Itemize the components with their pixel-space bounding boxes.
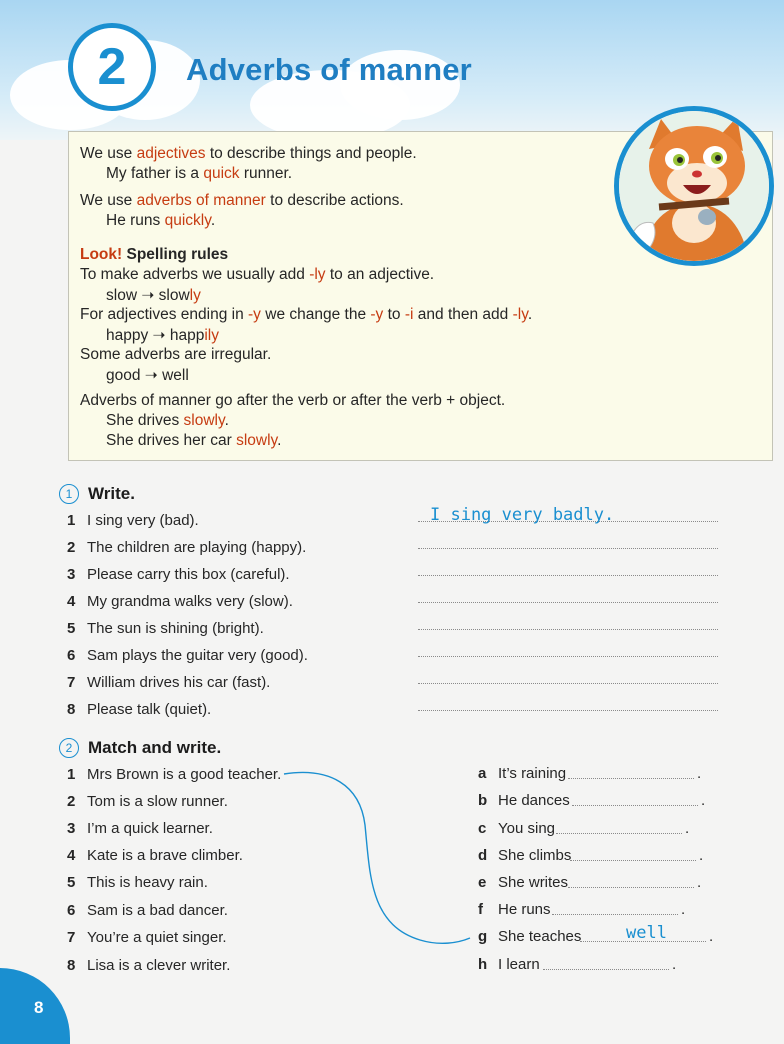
grammar-example: slow ➝ slowly — [106, 287, 201, 304]
grammar-line: Adverbs of manner go after the verb or after the verb + object. — [80, 392, 506, 409]
exercise-1-item: 4 My grandma walks very (slow). — [67, 593, 293, 610]
exercise-number-badge: 2 — [59, 738, 79, 758]
match-right-item: g She teaches — [478, 928, 582, 945]
match-left-item: 1 Mrs Brown is a good teacher. — [67, 766, 282, 783]
exercise-title: Match and write. — [88, 738, 222, 757]
page-number-tab — [0, 968, 70, 1044]
match-right-item: c You sing — [478, 820, 555, 837]
exercise-2-heading — [59, 738, 221, 758]
answer-line[interactable] — [543, 969, 669, 970]
match-right-item: f He runs — [478, 901, 551, 918]
period: . — [685, 820, 690, 837]
page-number: 8 — [34, 998, 44, 1017]
match-left-item: 8 Lisa is a clever writer. — [67, 957, 231, 974]
answer-line[interactable] — [552, 914, 678, 915]
grammar-example: He runs quickly. — [106, 212, 216, 229]
grammar-example: happy ➝ happily — [106, 327, 219, 344]
answer-line[interactable] — [418, 602, 718, 603]
cat-icon — [619, 111, 769, 261]
unit-number: 2 — [97, 38, 127, 96]
period: . — [699, 847, 704, 864]
arrow-icon: ➝ — [152, 327, 166, 344]
period: . — [709, 928, 714, 945]
match-left-item: 5 This is heavy rain. — [67, 874, 208, 891]
match-left-item: 3 I’m a quick learner. — [67, 820, 213, 837]
match-right-item: e She writes — [478, 874, 569, 891]
match-right-item: h I learn — [478, 956, 540, 973]
exercise-number-badge: 1 — [59, 484, 79, 504]
grammar-example: She drives her car slowly. — [106, 432, 282, 449]
match-left-item: 4 Kate is a brave climber. — [67, 847, 243, 864]
grammar-line: Some adverbs are irregular. — [80, 346, 272, 363]
match-right-item: d She climbs — [478, 847, 572, 864]
grammar-line: To make adverbs we usually add -ly to an adjective. — [80, 266, 435, 283]
cat-mascot-illustration — [614, 106, 774, 266]
unit-number-badge — [68, 23, 156, 111]
grammar-line: For adjectives ending in -y we change the -y to -i and then add -ly. — [80, 306, 533, 323]
period: . — [672, 956, 677, 973]
answer-line[interactable] — [418, 683, 718, 684]
match-right-item: b He dances — [478, 792, 570, 809]
grammar-example: She drives slowly. — [106, 412, 229, 429]
exercise-1-heading — [59, 484, 135, 504]
answer-line[interactable] — [418, 656, 718, 657]
grammar-example: good ➝ well — [106, 367, 189, 384]
handwritten-answer: well — [626, 923, 667, 943]
exercise-1-item: 8 Please talk (quiet). — [67, 701, 212, 718]
arrow-icon: ➝ — [144, 367, 158, 384]
answer-line[interactable] — [556, 833, 682, 834]
answer-line[interactable] — [418, 575, 718, 576]
period: . — [697, 874, 702, 891]
grammar-example: My father is a quick runner. — [106, 165, 293, 182]
exercise-1-item: 7 William drives his car (fast). — [67, 674, 271, 691]
handwritten-answer: I sing very badly. — [430, 505, 615, 525]
exercise-1-item: 6 Sam plays the guitar very (good). — [67, 647, 308, 664]
answer-line[interactable] — [568, 887, 694, 888]
matching-connector-line — [270, 765, 480, 955]
grammar-line: We use adverbs of manner to describe actions. — [80, 192, 404, 209]
period: . — [701, 792, 706, 809]
answer-line[interactable] — [418, 710, 718, 711]
answer-line[interactable] — [570, 860, 696, 861]
page-title: Adverbs of manner — [186, 52, 472, 87]
exercise-1-item: 3 Please carry this box (careful). — [67, 566, 290, 583]
exercise-1-item: 1 I sing very (bad). — [67, 512, 199, 529]
spelling-rules-heading: Look! Spelling rules — [80, 246, 229, 263]
grammar-line: We use adjectives to describe things and people. — [80, 145, 417, 162]
period: . — [697, 765, 702, 782]
match-left-item: 6 Sam is a bad dancer. — [67, 902, 228, 919]
answer-line[interactable] — [572, 805, 698, 806]
answer-line[interactable] — [418, 548, 718, 549]
match-left-item: 7 You’re a quiet singer. — [67, 929, 227, 946]
match-right-item: a It’s raining — [478, 765, 567, 782]
exercise-1-item: 5 The sun is shining (bright). — [67, 620, 264, 637]
answer-line[interactable] — [568, 778, 694, 779]
match-left-item: 2 Tom is a slow runner. — [67, 793, 228, 810]
answer-line[interactable] — [418, 629, 718, 630]
exercise-1-item: 2 The children are playing (happy). — [67, 539, 307, 556]
period: . — [681, 901, 686, 918]
arrow-icon: ➝ — [141, 287, 155, 304]
exercise-title: Write. — [88, 484, 135, 503]
